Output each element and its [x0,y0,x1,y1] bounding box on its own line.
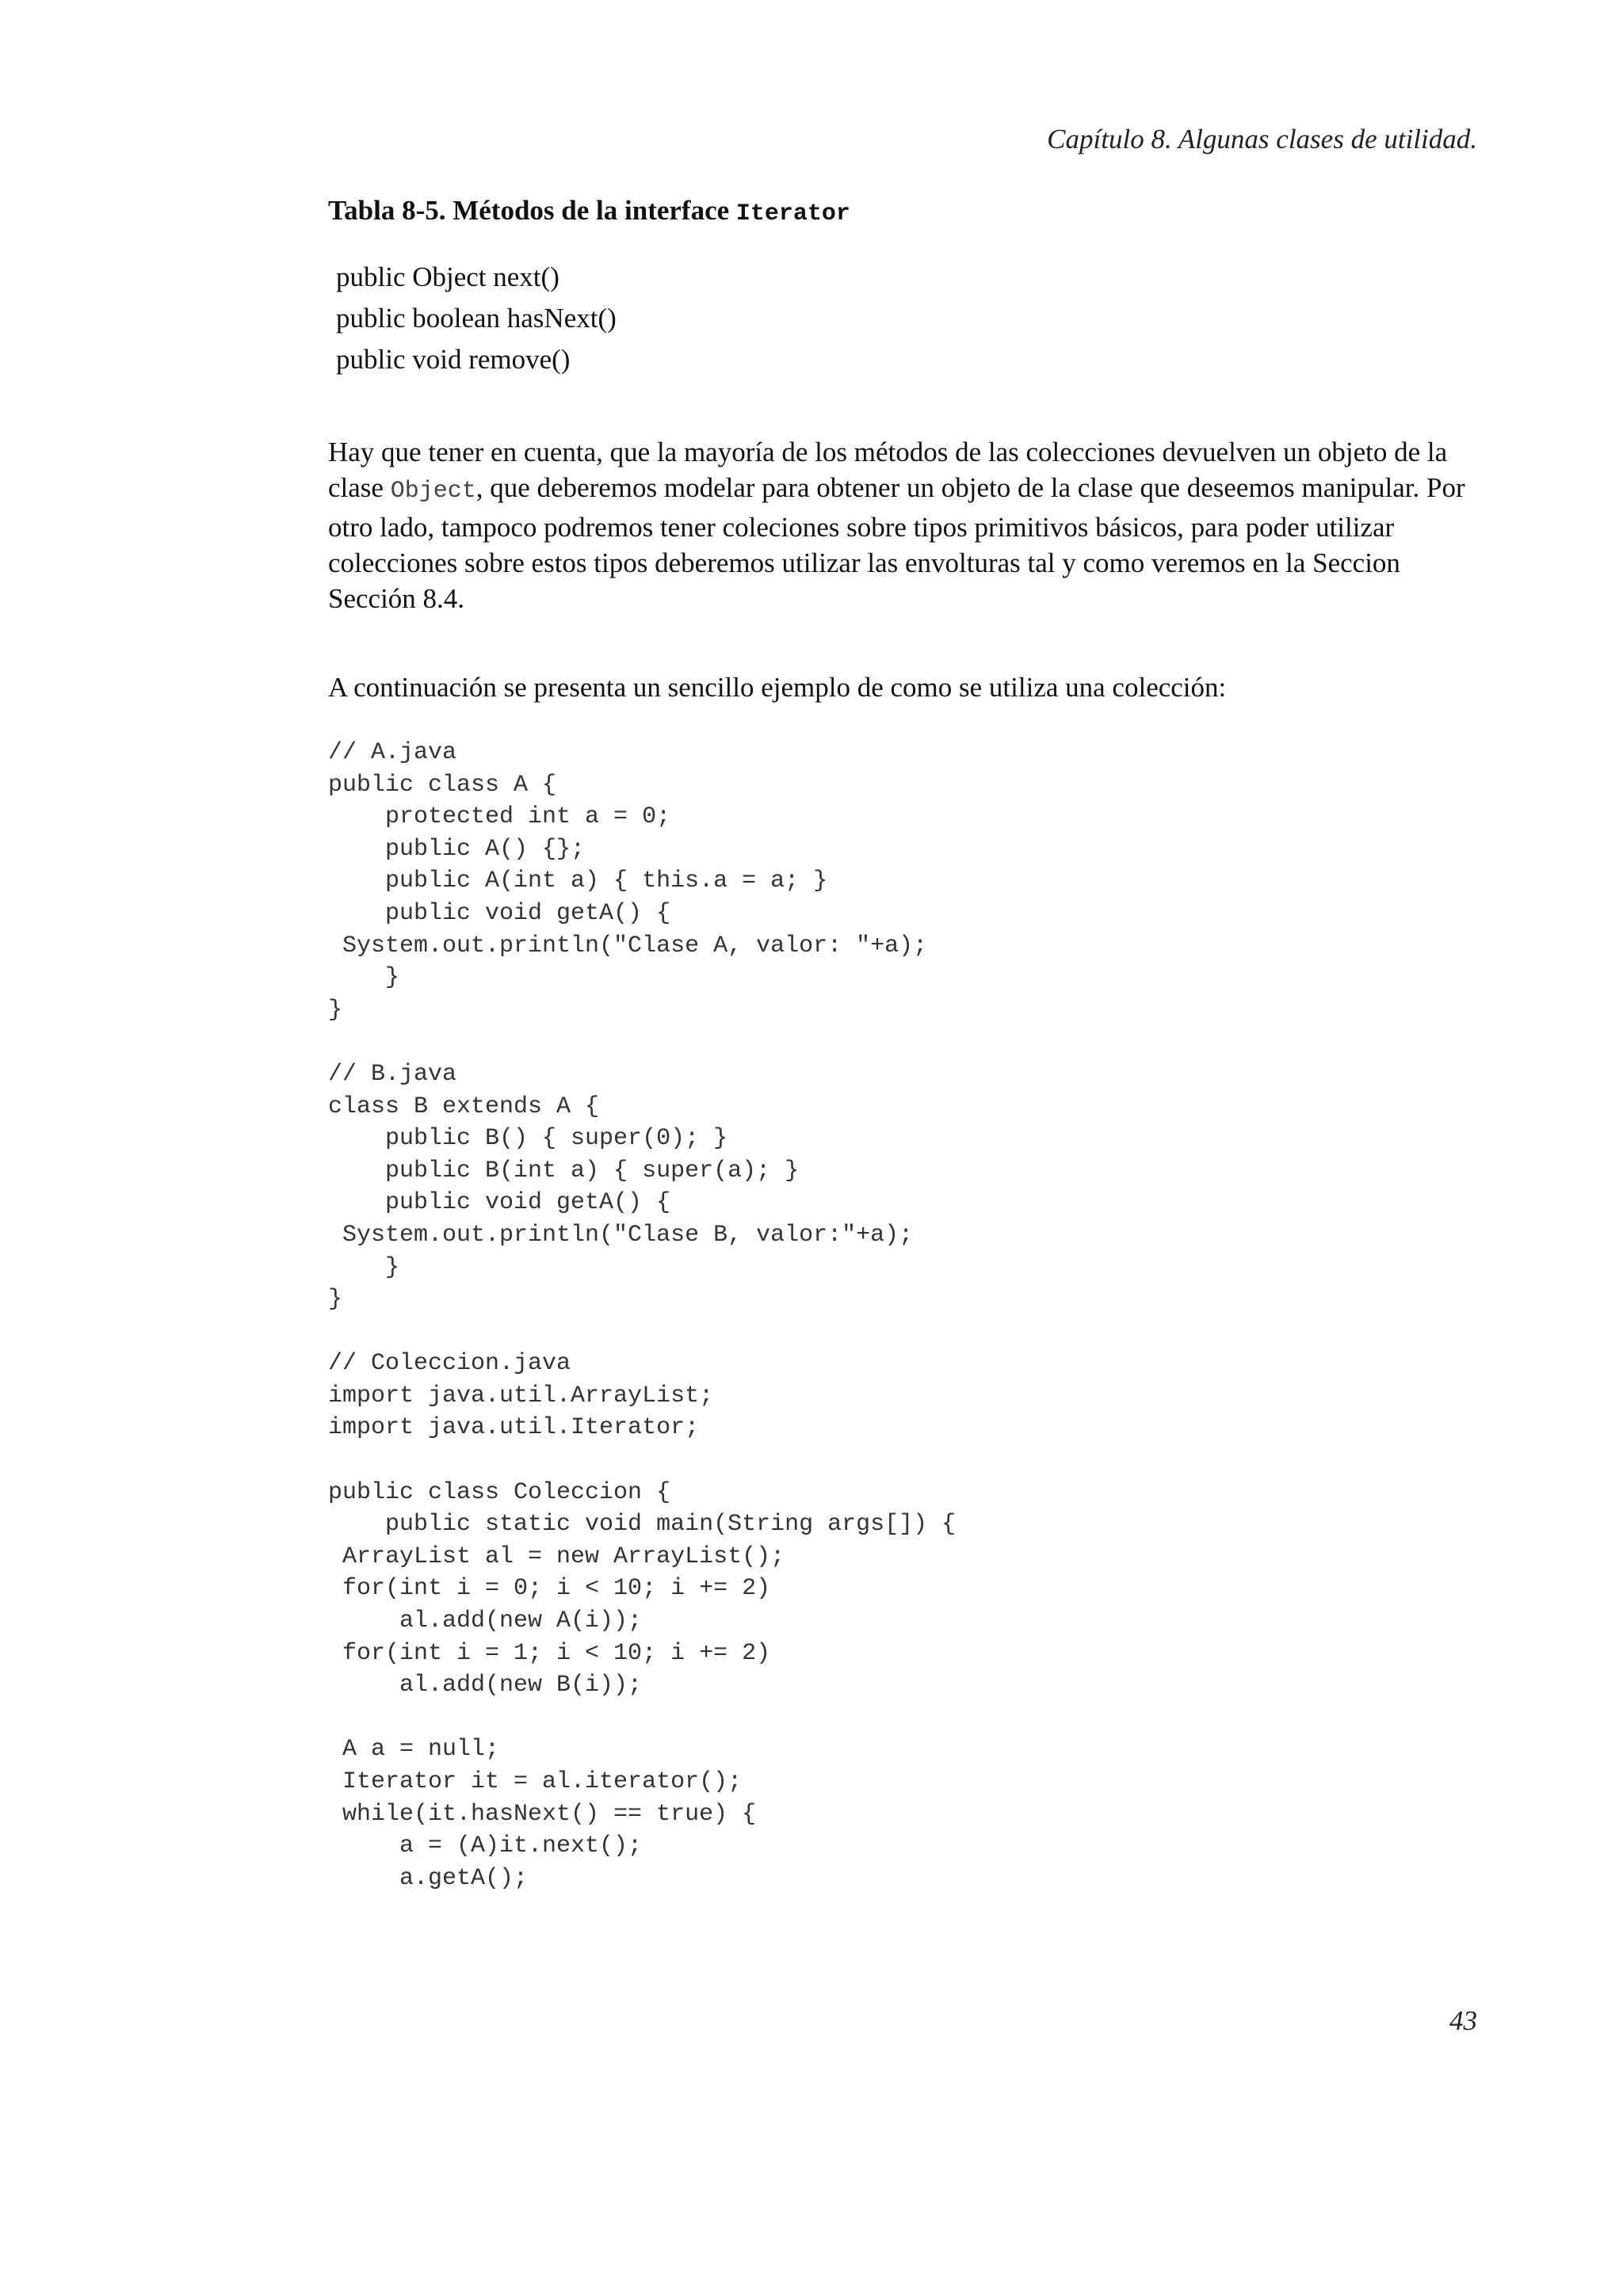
paragraph-text: , que deberemos modelar para obtener un objeto de la clase que deseemos manipular. Por otro lado, tampoco podremos tener coleciones sobre tipos primitivos básicos, para poder utilizar colecciones sobre estos tipos deberemos utilizar las envolturas tal y como veremos en la Seccion Sección 8.4. [328,472,1465,614]
methods-table [336,257,617,380]
method-row: public Object next() [336,261,559,292]
code-line: public static void main(String args[]) { [328,1511,957,1539]
code-listing [328,737,956,1894]
table-caption-code: Iterator [735,200,850,227]
paragraph-collections-note [328,434,1477,616]
table-caption-text: Tabla 8-5. Métodos de la interface [328,195,736,226]
code-line: while(it.hasNext() == true) { [328,1800,757,1828]
code-line: System.out.println("Clase B, valor:"+a); [328,1221,914,1249]
code-line: public A() {}; [328,835,586,863]
code-line: al.add(new B(i)); [328,1672,643,1699]
code-line: a.getA(); [328,1864,529,1892]
code-line: import java.util.Iterator; [328,1414,700,1442]
running-header: Capítulo 8. Algunas clases de utilidad. [1047,124,1477,154]
code-line: } [328,964,400,992]
code-line: public class A { [328,771,557,799]
method-row: public void remove() [336,344,571,375]
code-line: import java.util.ArrayList; [328,1382,714,1409]
code-line: // A.java [328,739,457,766]
code-line: public void getA() { [328,1189,671,1217]
code-line: // B.java [328,1060,457,1088]
paragraph-example-intro: A continuación se presenta un sencillo ejemplo de como se utiliza una colección: [328,672,1227,703]
code-line: System.out.println("Clase A, valor: "+a); [328,932,928,959]
page-number: 43 [1449,2005,1477,2036]
code-line: } [328,1253,400,1281]
code-line: } [328,996,343,1024]
method-row: public boolean hasNext() [336,303,617,334]
code-line: A a = null; [328,1736,500,1764]
code-line: al.add(new A(i)); [328,1608,643,1635]
inline-code: Object [390,478,476,505]
code-line: public A(int a) { this.a = a; } [328,868,828,895]
code-line: public void getA() { [328,899,671,927]
code-line: // Coleccion.java [328,1350,571,1378]
table-caption [328,196,850,226]
code-line: for(int i = 1; i < 10; i += 2) [328,1639,771,1667]
code-line: for(int i = 0; i < 10; i += 2) [328,1575,771,1603]
code-line: class B extends A { [328,1093,600,1120]
code-line: } [328,1286,343,1314]
code-line: a = (A)it.next(); [328,1833,643,1860]
code-line: public B() { super(0); } [328,1125,728,1153]
paragraph-text: Hay que tener en cuenta, que la mayoría de los métodos de las colecciones devuelven un objeto de la clase [328,437,1448,503]
code-line: public B(int a) { super(a); } [328,1157,800,1184]
code-line: protected int a = 0; [328,803,671,831]
code-line: ArrayList al = new ArrayList(); [328,1543,785,1570]
code-line: public class Coleccion { [328,1478,671,1506]
code-line: Iterator it = al.iterator(); [328,1768,743,1795]
